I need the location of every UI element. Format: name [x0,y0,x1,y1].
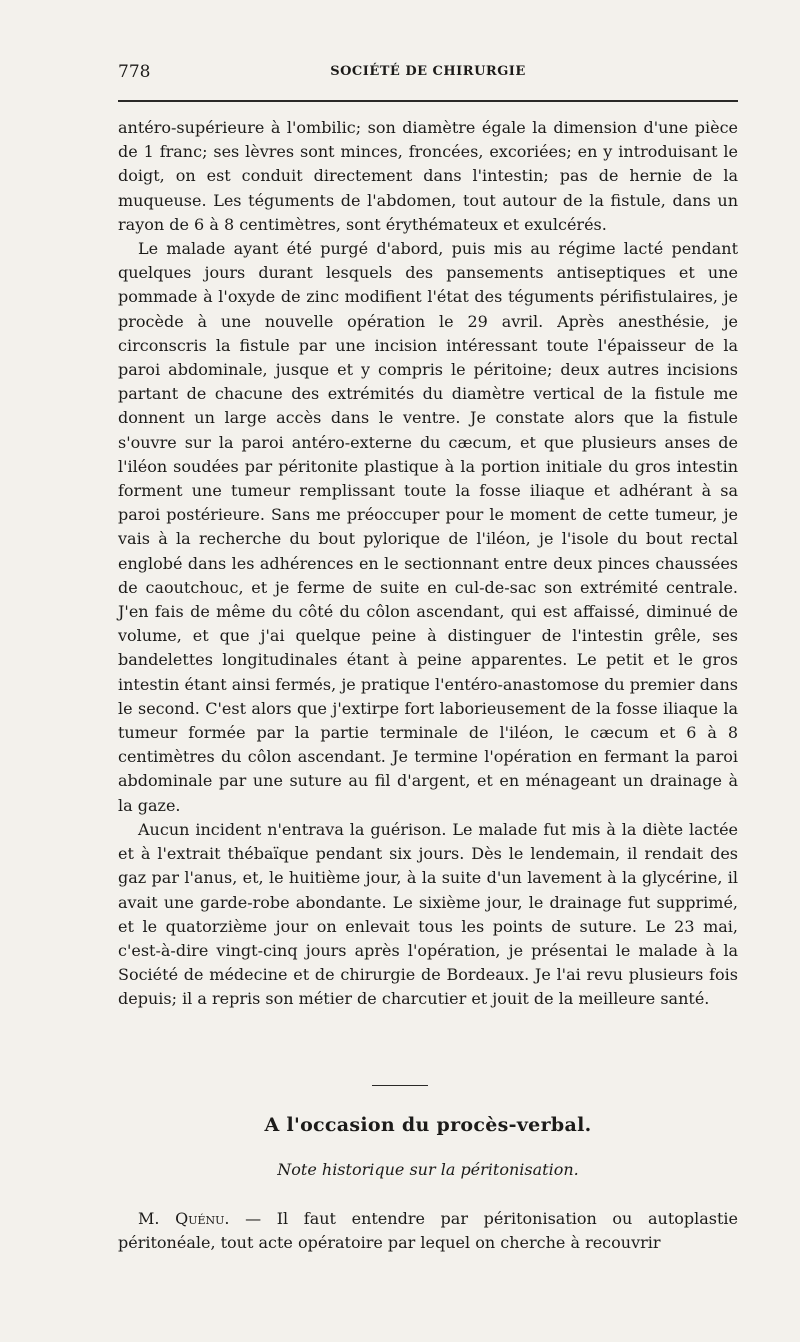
speaker-name: M. Quénu. [138,1209,230,1228]
paragraph-1: antéro-supérieure à l'ombilic; son diamètre égale la dimension d'une pièce de 1 franc; ses lèvres sont minces, froncées, excoriées; en y introduisant le doigt, on est conduit directement dans l'intestin; pas de hernie de la muqueuse. Les téguments de l'abdomen, tout autour de la fistule, dans un rayon de 6 à 8 centimètres, sont érythémateux et exulcérés. [118,118,738,234]
section-title: A l'occasion du procès-verbal. [264,1114,592,1136]
section-divider [372,1085,428,1086]
opening-text: — Il faut entendre par péritonisation ou autoplastie péritonéale, tout acte opératoire par lequel on cherche à recouvrir [118,1209,738,1253]
section-opening [118,1207,738,1255]
section-subtitle: Note historique sur la péritonisation. [277,1160,579,1179]
running-title: SOCIÉTÉ DE CHIRURGIE [330,64,526,79]
paragraph-2: Le malade ayant été purgé d'abord, puis mis au régime lacté pendant quelques jours durant lesquels des pansements antiseptiques et une pommade à l'oxyde de zinc modifient l'état des téguments périfistulaires, je procède à une nouvelle opération le 29 avril. Après anesthésie, je circonscris la fistule par une incision intéressant toute l'épaisseur de la paroi abdominale, jusque et y compris le péritoine; deux autres incisions partant de chacune des extrémités du diamètre vertical de la fistule me donnent un large accès dans le ventre. Je constate alors que la fistule s'ouvre sur la paroi antéro-externe du cæcum, et que plusieurs anses de l'iléon soudées par péritonite plastique à la portion initiale du gros intestin forment une tumeur remplissant toute la fosse iliaque et adhérant à sa paroi postérieure. Sans me préoccuper pour le moment de cette tumeur, je vais à la recherche du bout pylorique de l'iléon, je l'isole du bout rectal englobé dans les adhérences en le sectionnant entre deux pinces chaussées de caoutchouc, et je ferme de suite en cul-de-sac son extrémité centrale. J'en fais de même du côté du côlon ascendant, qui est affaissé, diminué de volume, et que j'ai quelque peine à distinguer de l'intestin grêle, ses bandelettes longitudinales étant à peine apparentes. Le petit et le gros intestin étant ainsi fermés, je pratique l'entéro-anastomose du premier dans le second. C'est alors que j'extirpe fort laborieusement de la fosse iliaque la tumeur formée par la partie terminale de l'iléon, le cæcum et 6 à 8 centimètres du côlon ascendant. Je termine l'opération en fermant la paroi abdominale par une suture au fil d'argent, et en ménageant un drainage à la gaze. [118,239,738,815]
page-header [118,62,738,86]
body-text [118,116,738,1012]
paragraph-3: Aucun incident n'entrava la guérison. Le malade fut mis à la diète lactée et à l'extrait thébaïque pendant six jours. Dès le lendemain, il rendait des gaz par l'anus, et, le huitième jour, à la suite d'un lavement à la glycérine, il avait une garde-robe abondante. Le sixième jour, le drainage fut supprimé, et le quatorzième jour on enlevait tous les points de suture. Le 23 mai, c'est-à-dire vingt-cinq jours après l'opération, je présentai le malade à la Société de médecine et de chirurgie de Bordeaux. Je l'ai revu plusieurs fois depuis; il a repris son métier de charcutier et jouit de la meilleure santé. [118,819,738,1009]
header-rule [118,100,738,102]
page-number: 778 [118,62,151,82]
